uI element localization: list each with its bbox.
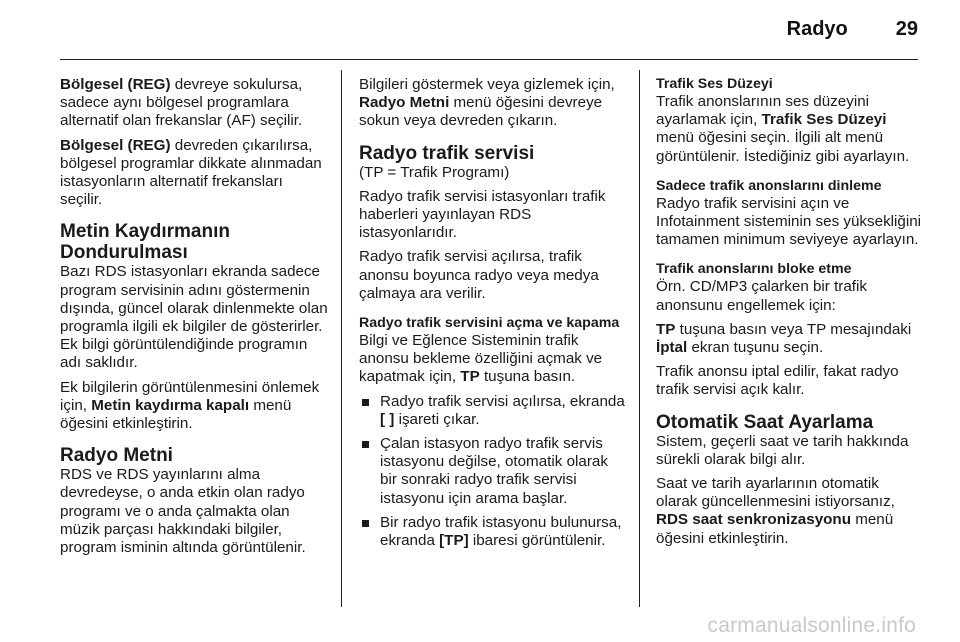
- text: Radyo trafik servisi açılırsa, ekranda: [380, 392, 625, 410]
- text: Ek bilgilerin görüntülenmesini önlemek için,: [60, 378, 320, 414]
- square-bullet-icon: [362, 399, 369, 406]
- text: işareti çıkar.: [394, 410, 480, 428]
- text: Bilgileri göstermek veya gizlemek için,: [359, 76, 615, 93]
- text: Bir radyo trafik istasyonu bulunursa, ekranda: [380, 513, 622, 550]
- list-item: [359, 514, 627, 550]
- section-heading: Radyo trafik servisi: [359, 142, 535, 164]
- paragraph: [656, 93, 924, 166]
- header-rule: [60, 59, 918, 60]
- column-3: [656, 76, 924, 554]
- bullet-list: [359, 393, 627, 551]
- subsection-heading: Trafik Ses Düzeyi: [656, 76, 773, 92]
- paragraph: Radyo trafik servisi açılırsa, trafik anonsu boyunca radyo veya medya çalmaya ara verilir.: [359, 248, 599, 302]
- paragraph: Sistem, geçerli saat ve tarih hakkında sürekli olarak bilgi alır.: [656, 432, 909, 468]
- bold-term: Bölgesel (REG): [60, 76, 171, 93]
- bold-term: Metin kaydırma kapalı: [91, 396, 250, 414]
- paragraph: [656, 321, 924, 357]
- bold-term: Radyo Metni: [359, 94, 450, 112]
- square-bullet-icon: [362, 520, 369, 527]
- section-heading: Metin Kaydırmanın Dondurulması: [60, 221, 230, 264]
- paragraph: Örn. CD/MP3 çalarken bir trafik anonsunu engellemek için:: [656, 278, 867, 314]
- text: menü öğesini etkinleştirin.: [656, 511, 894, 547]
- section-heading: Otomatik Saat Ayarlama: [656, 411, 874, 433]
- bold-term: Trafik Ses Düzeyi: [761, 111, 887, 129]
- text: ekran tuşunu seçin.: [687, 339, 824, 357]
- page-title: Radyo: [786, 18, 848, 40]
- column-2: [359, 76, 627, 556]
- subsection-heading: Trafik anonslarını bloke etme: [656, 261, 852, 278]
- text: menü öğesini seçin. İlgili alt menü görüntülenir. İstediğiniz gibi ayarlayın.: [656, 129, 910, 165]
- text: menü öğesini devreye sokun veya devreden çıkarın.: [359, 94, 603, 130]
- text: menü öğesini etkinleştirin.: [60, 396, 292, 433]
- paragraph: [359, 332, 627, 387]
- bold-term: Bölgesel (REG): [60, 136, 171, 154]
- subsection-heading: Sadece trafik anonslarını dinleme: [656, 177, 882, 194]
- column-1: [60, 76, 328, 563]
- text: Trafik anonslarının ses düzeyini ayarlamak için,: [656, 93, 870, 129]
- watermark: carmanualsonline.info: [707, 614, 916, 637]
- text: ibaresi görüntülenir.: [468, 532, 606, 550]
- bold-term: RDS saat senkronizasyonu: [656, 511, 851, 529]
- paragraph: [60, 379, 328, 434]
- page-number: 29: [895, 18, 918, 40]
- paragraph: (TP = Trafik Programı): [359, 163, 510, 181]
- bold-term: TP: [460, 368, 480, 386]
- list-item: [359, 435, 627, 508]
- text: tuşuna basın veya TP mesajındaki: [675, 320, 912, 338]
- text: Bilgi ve Eğlence Sisteminin trafik anonsu bekleme özelliğini açmak ve kapatmak için,: [359, 332, 603, 386]
- column-divider: [341, 70, 342, 607]
- list-item: [359, 393, 627, 429]
- text: Çalan istasyon radyo trafik servis istasyonu değilse, otomatik olarak bir sonraki radyo trafik servisi istasyonu için arama başlar.: [380, 435, 608, 507]
- square-bullet-icon: [362, 441, 369, 448]
- paragraph: [359, 76, 627, 131]
- bold-term: TP: [656, 320, 676, 338]
- column-divider: [639, 70, 640, 607]
- paragraph: [60, 76, 328, 131]
- paragraph: [60, 137, 328, 210]
- text: devreye sokulursa, sadece aynı bölgesel programlara alternatif olan frekanslar (AF) seçilir.: [60, 76, 303, 130]
- text: tuşuna basın.: [479, 368, 576, 386]
- bold-term: [ ]: [380, 410, 395, 428]
- paragraph: RDS ve RDS yayınlarını alma devredeyse, o anda etkin olan radyo programı ve o anda çalmakta olan müzik parçası hakkındaki bilgiler, program isminin altında görüntülenir.: [60, 466, 306, 557]
- section-heading: Radyo Metni: [60, 445, 173, 467]
- paragraph: Radyo trafik servisi istasyonları trafik haberleri yayınlayan RDS istasyonlarıdır.: [359, 187, 606, 242]
- paragraph: [656, 475, 924, 548]
- bold-term: İptal: [656, 339, 688, 357]
- text: devreden çıkarılırsa, bölgesel programlar dikkate alınmadan istasyonların alternatif frekansları seçilir.: [60, 136, 322, 209]
- page-header: [787, 18, 918, 41]
- paragraph: Radyo trafik servisini açın ve Infotainment sisteminin ses yüksekliğini tamamen minimum seviyeye ayarlayın.: [656, 194, 922, 249]
- subsection-heading: Radyo trafik servisini açma ve kapama: [359, 315, 620, 332]
- paragraph: Trafik anonsu iptal edilir, fakat radyo trafik servisi açık kalır.: [656, 363, 899, 399]
- bold-term: [TP]: [439, 532, 469, 550]
- paragraph: Bazı RDS istasyonları ekranda sadece program servisinin adını göstermenin dışında, güncel olarak dinlenmekte olan programla ilgili ek bilgiler de gösterirler. Ek bilgi görüntülendiğinde programın adı saklıdır.: [60, 263, 328, 372]
- text: Saat ve tarih ayarlarının otomatik olarak güncellenmesini istiyorsanız,: [656, 475, 895, 511]
